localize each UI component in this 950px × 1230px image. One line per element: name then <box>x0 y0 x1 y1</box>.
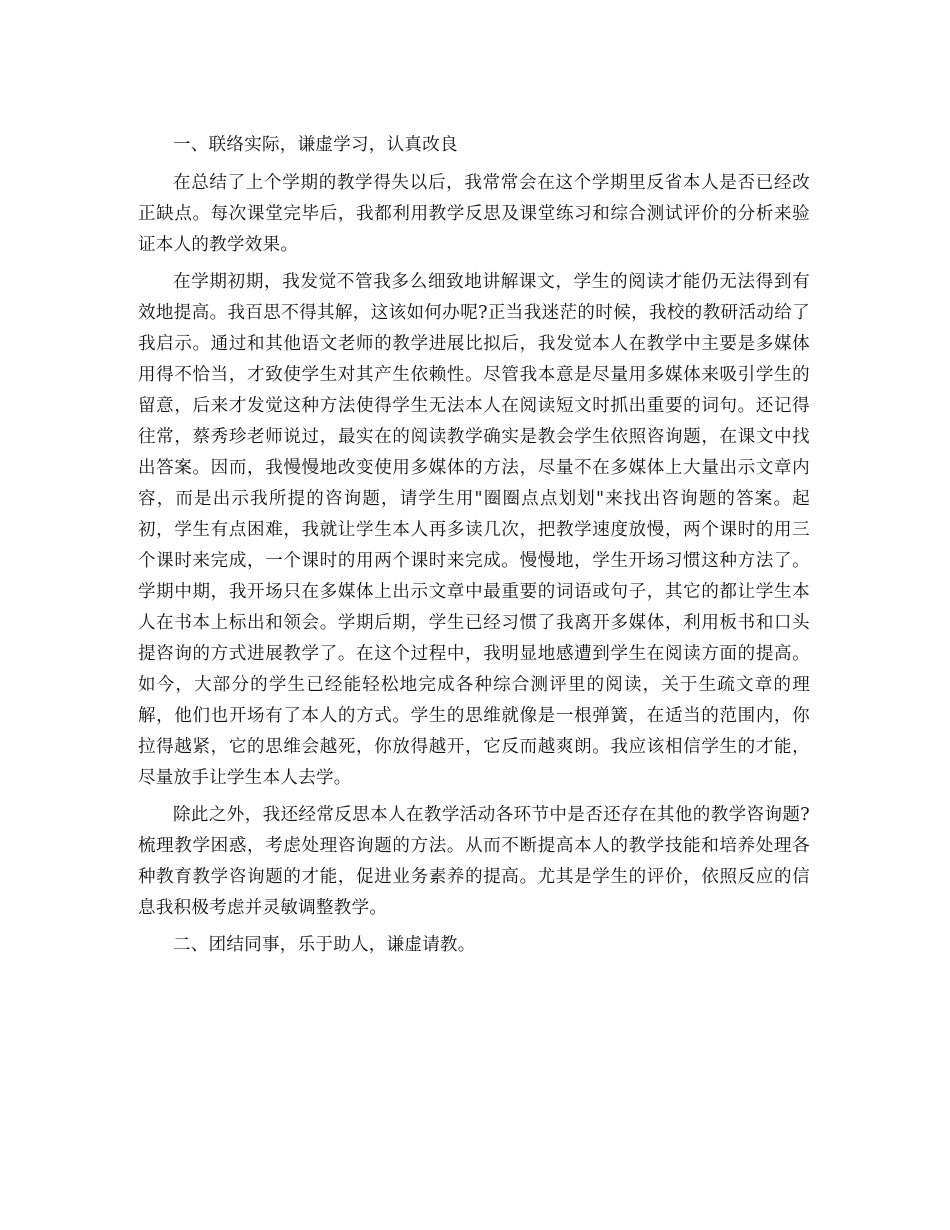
section-heading-1: 一、联络实际，谦虚学习，认真改良 <box>173 135 458 155</box>
paragraph-3: 除此之外，我还经常反思本人在教学活动各环节中是否还存在其他的教学咨询题?梳理教学困惑，考虑处理咨询题的方法。从而不断提高本人的教学技能和培养处理各种教育教学咨询题的才能，促进业务素养的提高。尤其是学生的评价，依照反应的信息我积极考虑并灵敏调整教学。 <box>138 805 810 918</box>
paragraph-1: 在总结了上个学期的教学得失以后，我常常会在这个学期里反省本人是否已经改正缺点。每次课堂完毕后，我都利用教学反思及课堂练习和综合测试评价的分析来验证本人的教学效果。 <box>138 173 810 255</box>
paragraph-2: 在学期初期，我发觉不管我多么细致地讲解课文，学生的阅读才能仍无法得到有效地提高。我百思不得其解，这该如何办呢?正当我迷茫的时候，我校的教研活动给了我启示。通过和其他语文老师的教学进展比拟后，我发觉本人在教学中主要是多媒体用得不恰当，才致使学生对其产生依赖性。尽管我本意是尽量用多媒体来吸引学生的留意，后来才发觉这种方法使得学生无法本人在阅读短文时抓出重要的词句。还记得往常，蔡秀珍老师说过，最实在的阅读教学确实是教会学生依照咨询题，在课文中找出答案。因而，我慢慢地改变使用多媒体的方法，尽量不在多媒体上大量出示文章内容，而是出示我所提的咨询题，请学生用"圈圈点点划划"来找出咨询题的答案。起初，学生有点困难，我就让学生本人再多读几次，把教学速度放慢，两个课时的用三个课时来完成，一个课时的用两个课时来完成。慢慢地，学生开场习惯这种方法了。学期中期，我开场只在多媒体上出示文章中最重要的词语或句子，其它的都让学生本人在书本上标出和领会。学期后期，学生已经习惯了我离开多媒体，利用板书和口头提咨询的方式进展教学了。在这个过程中，我明显地感遭到学生在阅读方面的提高。如今，大部分的学生已经能轻松地完成各种综合测评里的阅读，关于生疏文章的理解，他们也开场有了本人的方式。学生的思维就像是一根弹簧，在适当的范围内，你拉得越紧，它的思维会越死，你放得越开，它反而越爽朗。我应该相信学生的才能，尽量放手让学生本人去学。 <box>138 272 810 788</box>
section-heading-2: 二、团结同事，乐于助人，谦虚请教。 <box>173 935 476 955</box>
document-body <box>138 130 810 968</box>
